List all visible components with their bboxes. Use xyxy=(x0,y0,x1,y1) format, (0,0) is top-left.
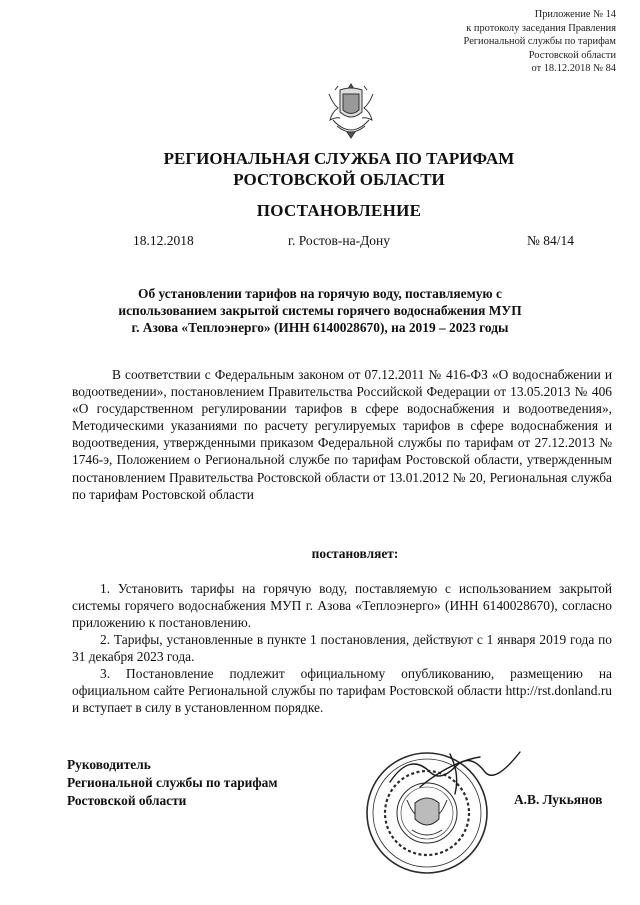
signatory-title-line-1: Руководитель xyxy=(67,757,151,772)
organization-title xyxy=(0,148,640,190)
subject-line-2: использованием закрытой системы горячего водоснабжения МУП xyxy=(118,303,522,318)
annex-line: Региональной службы по тарифам xyxy=(463,36,616,48)
document-type: ПОСТАНОВЛЕНИЕ xyxy=(256,201,422,220)
preamble-paragraph: В соответствии с Федеральным законом от 07.12.2011 № 416-ФЗ «О водоснабжении и водоотведении», постановлением Правительства Российской Федерации от 13.05.2013 № 406 «О государственном регулировании тарифов в сфере водоснабжения и водоотведения», Методическими указаниями по расчету регулируемых тарифов в сфере водоснабжения и водоотведения, утвержденными приказом Федеральной службы по тарифам от 27.12.2013 № 1746-э, Положением о Региональной службе по тарифам Ростовской области, утвержденным постановлением Правительства Ростовской области от 13.01.2012 № 20, Региональная служба по тарифам Ростовской области xyxy=(72,367,612,502)
annex-line: к протоколу заседания Правления xyxy=(466,22,616,34)
document-subject xyxy=(90,285,550,336)
subject-line-1: Об установлении тарифов на горячую воду, поставляемую с xyxy=(138,286,502,301)
signatory-name: А.В. Лукьянов xyxy=(514,792,603,807)
handwritten-signature-icon xyxy=(380,742,530,802)
coat-of-arms-icon xyxy=(325,80,377,142)
annex-reference xyxy=(464,8,616,76)
decree-item-3: 3. Постановление подлежит официальному опубликованию, размещению на официальном сайте Региональной службы по тарифам Ростовской области http://rst.donland.ru и вступает в силу в установленном порядке. xyxy=(72,666,612,716)
document-date: 18.12.2018 xyxy=(133,233,194,248)
decree-item-2: 2. Тарифы, установленные в пункте 1 постановления, действуют с 1 января 2019 года по 31 декабря 2023 года. xyxy=(72,632,612,665)
org-line-1: РЕГИОНАЛЬНАЯ СЛУЖБА ПО ТАРИФАМ xyxy=(163,149,515,168)
subject-line-3: г. Азова «Теплоэнерго» (ИНН 6140028670), на 2019 – 2023 годы xyxy=(131,320,509,335)
document-place: г. Ростов-на-Дону xyxy=(288,233,391,248)
annex-line: Приложение № 14 xyxy=(534,9,616,20)
decree-word: постановляет: xyxy=(311,546,399,561)
annex-line: от 18.12.2018 № 84 xyxy=(531,63,616,75)
signatory-title-line-2: Региональной службы по тарифам xyxy=(67,775,278,790)
signatory-title xyxy=(67,756,277,810)
document-number: № 84/14 xyxy=(527,233,575,248)
annex-line: Ростовской области xyxy=(528,49,616,61)
signatory-title-line-3: Ростовской области xyxy=(67,793,187,808)
decree-item-1: 1. Установить тарифы на горячую воду, поставляемую с использованием закрытой системы горячего водоснабжения МУП г. Азова «Теплоэнерго» (ИНН 6140028670), согласно приложению к постановлению. xyxy=(72,581,612,631)
org-line-2: РОСТОВСКОЙ ОБЛАСТИ xyxy=(233,170,445,189)
